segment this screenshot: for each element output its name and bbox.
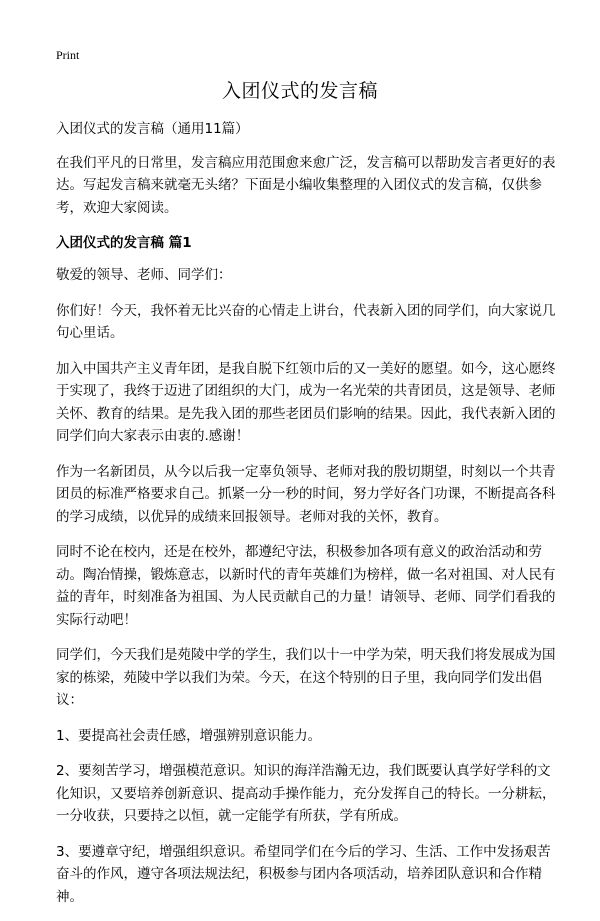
page-title: 入团仪式的发言稿 (221, 80, 378, 102)
body-paragraph: 同学们，今天我们是苑陵中学的学生，我们以十一中学为荣，明天我们将发展成为国家的栋梁，苑陵中学以我们为荣。今天，在这个特别的日子里，我向同学们发出倡议： (56, 647, 556, 708)
article-body (56, 118, 560, 921)
print-link[interactable]: Print (56, 48, 80, 62)
section-heading: 入团仪式的发言稿 篇1 (56, 235, 192, 251)
body-paragraph: 你们好！今天，我怀着无比兴奋的心情走上讲台，代表新入团的同学们，向大家说几句心里话。 (56, 302, 556, 341)
subtitle: 入团仪式的发言稿（通用11篇） (56, 121, 249, 137)
proposal-item: 3、要遵章守纪，增强组织意识。希望同学们在今后的学习、生活、工作中发扬艰苦奋斗的作风，遵守各项法规法纪，积极参与团内各项活动，培养团队意识和合作精神。 (56, 843, 551, 905)
intro-paragraph: 在我们平凡的日常里，发言稿应用范围愈来愈广泛，发言稿可以帮助发言者更好的表达。写起发言稿来就毫无头绪？下面是小编收集整理的入团仪式的发言稿，仅供参考，欢迎大家阅读。 (56, 154, 556, 216)
body-paragraph: 作为一名新团员，从今以后我一定辜负领导、老师对我的殷切期望，时刻以一个共青团员的标准严格要求自己。抓紧一分一秒的时间，努力学好各门功课，不断提高各科的学习成绩，以优异的成绩来回报领导。老师对我的关怀，教育。 (56, 463, 556, 525)
body-paragraph: 同时不论在校内，还是在校外，都遵纪守法，积极参加各项有意义的政治活动和劳动。陶冶情操，锻炼意志，以新时代的青年英雄们为榜样，做一名对祖国、对人民有益的青年，时刻准备为祖国、为人民贡献自己的力量！请领导、老师、同学们看我的实际行动吧！ (56, 544, 556, 628)
proposal-item: 2、要刻苦学习，增强模范意识。知识的海洋浩瀚无边，我们既要认真学好学科的文化知识，又要培养创新意识、提高动手操作能力，充分发挥自己的特长。一分耕耘，一分收获，只要持之以恒，就一定能学有所获，学有所成。 (56, 763, 556, 824)
body-paragraph: 加入中国共产主义青年团，是我自脱下红领巾后的又一美好的愿望。如今，这心愿终于实现了，我终于迈进了团组织的大门，成为一名光荣的共青团员，这是领导、老师关怀、教育的结果。是先我入团的那些老团员们影响的结果。因此，我代表新入团的同学们向大家表示由衷的.感谢！ (56, 360, 556, 444)
proposal-item: 1、要提高社会责任感，增强辨别意识能力。 (56, 727, 322, 744)
greeting-paragraph: 敬爱的领导、老师、同学们： (56, 267, 232, 283)
